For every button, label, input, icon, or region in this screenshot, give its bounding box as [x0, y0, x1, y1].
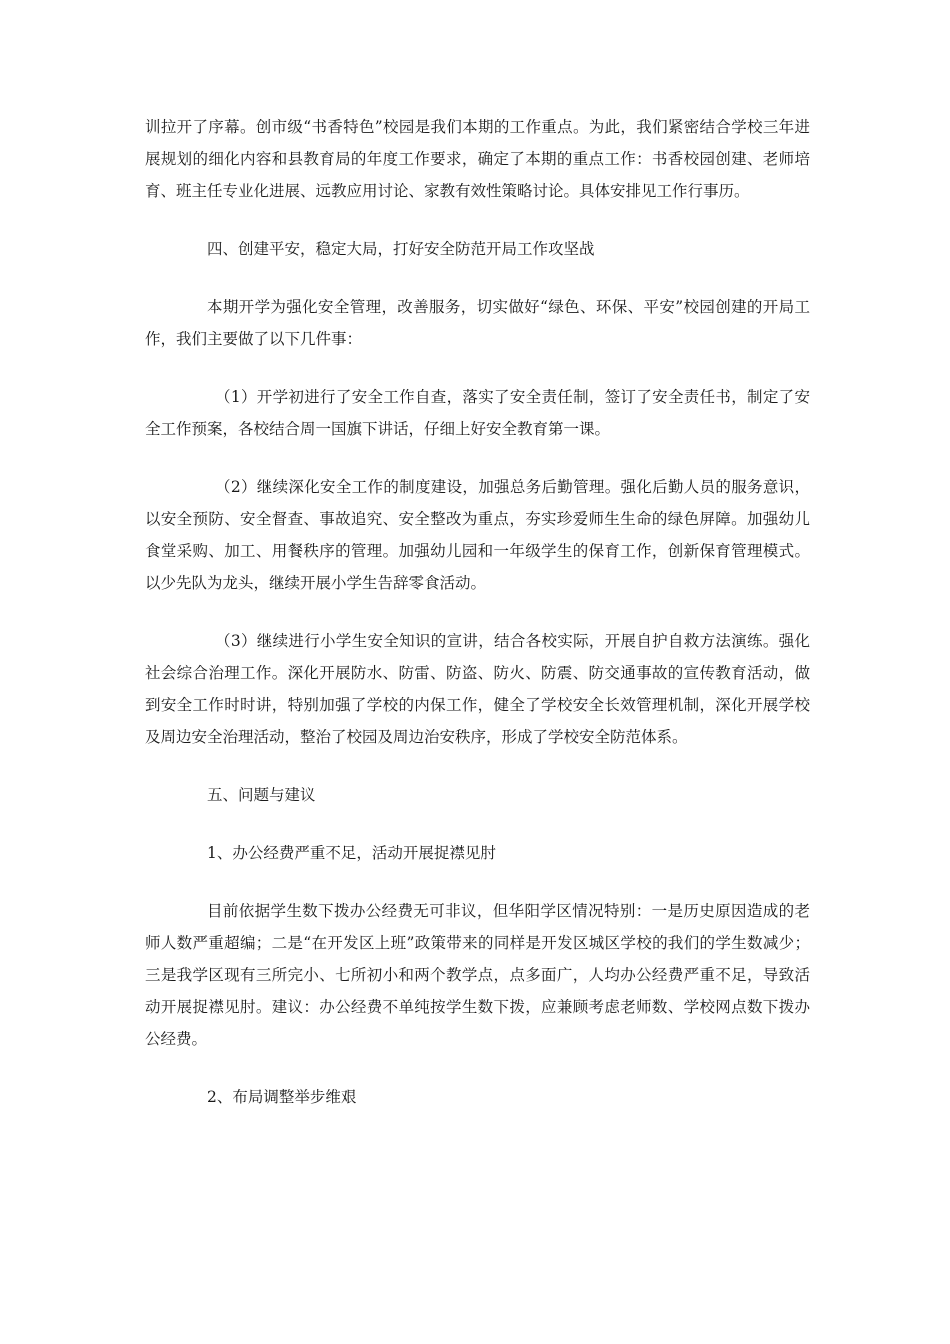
- list-item-safety-3: （3）继续进行小学生安全知识的宣讲，结合各校实际，开展自护自救方法演练。强化社会综合治理工作。深化开展防水、防雷、防盗、防火、防震、防交通事故的宣传教育活动，做到安全工作时时讲，特别加强了学校的内保工作，健全了学校安全长效管理机制，深化开展学校及周边安全治理活动，整治了校园及周边治安秩序，形成了学校安全防范体系。: [145, 632, 810, 746]
- list-item-safety-2: （2）继续深化安全工作的制度建设，加强总务后勤管理。强化后勤人员的服务意识，以安全预防、安全督查、事故追究、安全整改为重点，夯实珍爱师生生命的绿色屏障。加强幼儿食堂采购、加工、用餐秩序的管理。加强幼儿园和一年级学生的保育工作，创新保育管理模式。以少先队为龙头，继续开展小学生告辞零食活动。: [145, 478, 810, 592]
- section-heading-safety: 四、创建平安，稳定大局，打好安全防范开局工作攻坚战: [207, 240, 595, 258]
- paragraph-continuation: 训拉开了序幕。创市级“书香特色”校园是我们本期的工作重点。为此，我们紧密结合学校三年进展规划的细化内容和县教育局的年度工作要求，确定了本期的重点工作：书香校园创建、老师培育、班主任专业化进展、远教应用讨论、家教有效性策略讨论。具体安排见工作行事历。: [145, 118, 810, 200]
- section-heading-problems: 五、问题与建议: [207, 786, 316, 804]
- list-item-safety-1: （1）开学初进行了安全工作自查，落实了安全责任制，签订了安全责任书，制定了安全工作预案，各校结合周一国旗下讲话，仔细上好安全教育第一课。: [145, 388, 810, 438]
- paragraph-funding: 目前依据学生数下拨办公经费无可非议，但华阳学区情况特别：一是历史原因造成的老师人数严重超编；二是“在开发区上班”政策带来的同样是开发区城区学校的我们的学生数减少；三是我学区现有三所完小、七所初小和两个教学点，点多面广，人均办公经费严重不足，导致活动开展捉襟见肘。建议：办公经费不单纯按学生数下拨，应兼顾考虑老师数、学校网点数下拨办公经费。: [145, 902, 810, 1048]
- paragraph-safety-intro: 本期开学为强化安全管理，改善服务，切实做好“绿色、环保、平安”校园创建的开局工作，我们主要做了以下几件事：: [145, 298, 810, 348]
- subheading-layout: 2、布局调整举步维艰: [207, 1088, 357, 1106]
- document-body: [145, 111, 810, 1113]
- subheading-funding: 1、办公经费严重不足，活动开展捉襟见肘: [207, 844, 496, 862]
